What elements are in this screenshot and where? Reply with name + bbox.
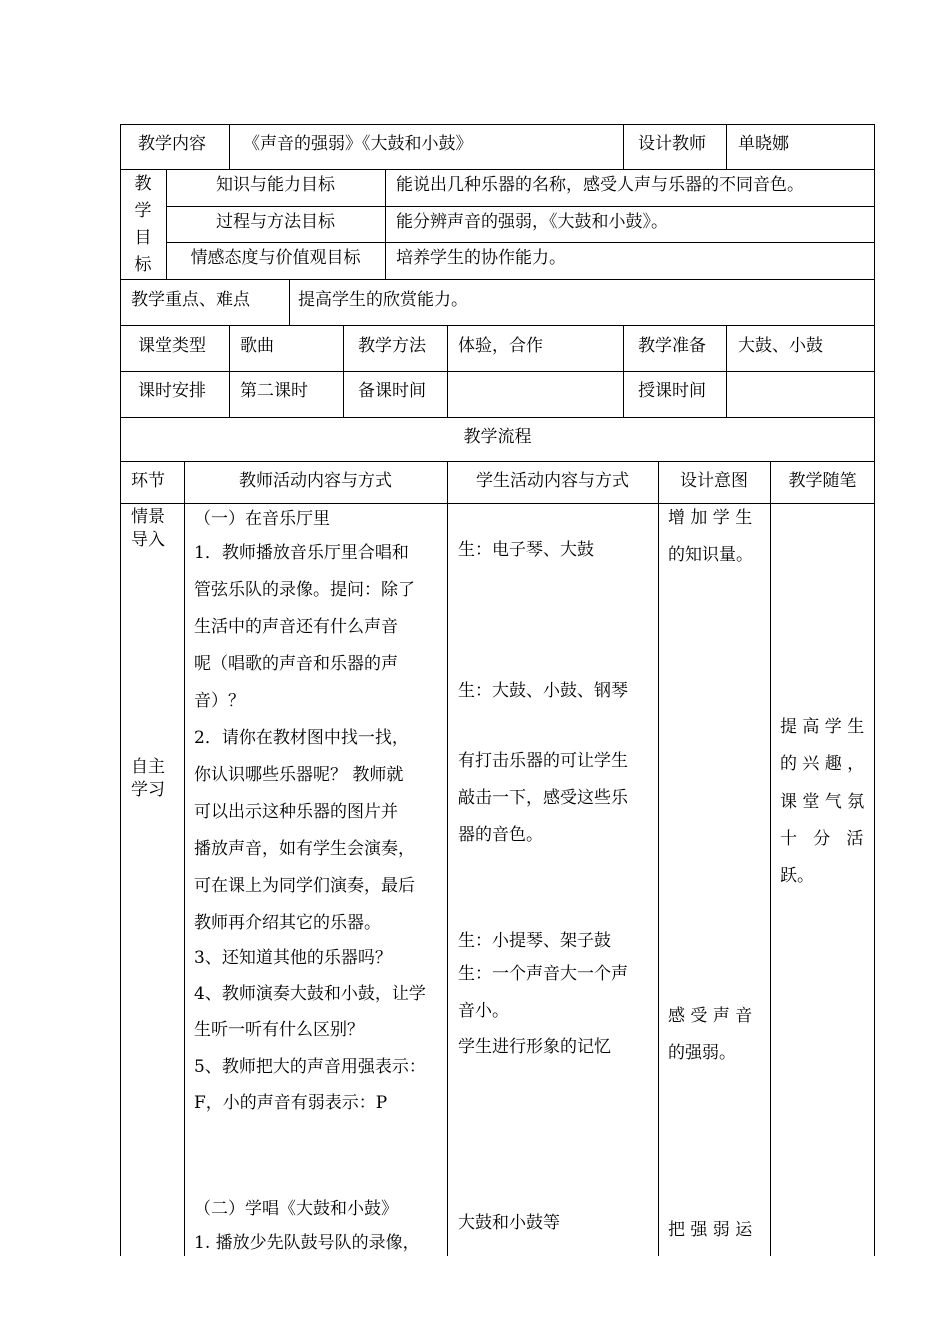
student-line: 敲击一下，感受这些乐 (458, 788, 628, 808)
col-notes-header: 教学随笔 (788, 471, 857, 491)
col-divider (726, 325, 727, 417)
process-label: 过程与方法目标 (216, 212, 335, 232)
prep-value: 大鼓、小鼓 (738, 336, 823, 356)
col-divider (343, 325, 344, 417)
teacher-line: 音）？ (194, 691, 245, 711)
knowledge-label: 知识与能力目标 (216, 175, 335, 195)
emotion-value: 培养学生的协作能力。 (396, 248, 566, 268)
col-divider (623, 124, 624, 169)
teacher-line: 1. 播放少先队鼓号队的录像， (194, 1233, 420, 1253)
border-right (874, 124, 875, 1256)
row-divider (120, 461, 875, 462)
col-divider (229, 325, 230, 417)
notes-line: 提 高 学 生 (780, 717, 865, 737)
col-divider (229, 124, 230, 169)
teacher-line: 2．请你在教材图中找一找， (194, 728, 409, 748)
col-divider (447, 325, 448, 417)
notes-line: 课 堂 气 氛 (780, 792, 865, 812)
schedule-label: 课时安排 (138, 381, 206, 401)
student-line: 有打击乐器的可让学生 (458, 751, 628, 771)
teacher-line: 可以出示这种乐器的图片并 (194, 802, 398, 822)
teacher-line: 管弦乐队的录像。提问：除了 (194, 580, 415, 600)
student-line: 音小。 (458, 1001, 509, 1021)
intent-line: 把 强 弱 运 (668, 1220, 753, 1240)
student-line: 生：小提琴、架子鼓 (458, 931, 611, 951)
stage-situation: 情景导入 (131, 507, 165, 550)
col-divider (658, 461, 659, 1256)
col-divider (623, 325, 624, 417)
intent-line: 感 受 声 音 (668, 1006, 753, 1026)
content-label: 教学内容 (138, 134, 206, 154)
col-teacher-header: 教师活动内容与方式 (239, 471, 392, 491)
intent-line: 的知识量。 (668, 545, 753, 565)
col-divider (726, 124, 727, 169)
teacher-line: 你认识哪些乐器呢？ 教师就 (194, 765, 404, 785)
col-divider (447, 461, 448, 1256)
stage-self-study: 自主学习 (131, 757, 165, 800)
method-label: 教学方法 (358, 336, 426, 356)
focus-value: 提高学生的欣赏能力。 (298, 290, 468, 310)
designer-value: 单晓娜 (738, 134, 789, 154)
teacher-line: 播放声音，如有学生会演奏， (194, 839, 415, 859)
notes-line: 的 兴 趣 ， (780, 754, 865, 774)
col-divider (289, 279, 290, 325)
student-line: 大鼓和小鼓等 (458, 1213, 560, 1233)
intent-line: 增 加 学 生 (668, 508, 753, 528)
student-line: 器的音色。 (458, 825, 543, 845)
knowledge-value: 能说出几种乐器的名称，感受人声与乐器的不同音色。 (396, 175, 804, 195)
teacher-line: 可在课上为同学们演奏，最后 (194, 876, 415, 896)
process-value: 能分辨声音的强弱，《大鼓和小鼓》。 (396, 212, 668, 232)
content-value: 《声音的强弱》《大鼓和小鼓》 (243, 134, 473, 154)
col-student-header: 学生活动内容与方式 (476, 471, 629, 491)
student-line: 生：大鼓、小鼓、钢琴 (458, 681, 628, 701)
border-left (120, 124, 121, 1256)
type-label: 课堂类型 (138, 336, 206, 356)
prep-time-label: 备课时间 (358, 381, 426, 401)
student-line: 生：一个声音大一个声 (458, 964, 628, 984)
type-value: 歌曲 (240, 336, 274, 356)
col-stage-header: 环节 (131, 471, 165, 491)
col-divider (184, 461, 185, 1256)
teach-time-label: 授课时间 (638, 381, 706, 401)
teacher-line: （二）学唱《大鼓和小鼓》 (194, 1199, 398, 1219)
teacher-line: 1．教师播放音乐厅里合唱和 (194, 543, 409, 563)
teacher-line: 生活中的声音还有什么声音 (194, 617, 398, 637)
teacher-line: 5、教师把大的声音用强表示： (194, 1057, 426, 1077)
teacher-line: F，小的声音有弱表示：P (194, 1093, 388, 1113)
intent-line: 的强弱。 (668, 1043, 736, 1063)
teacher-line: 教师再介绍其它的乐器。 (194, 913, 381, 933)
schedule-value: 第二课时 (240, 381, 308, 401)
focus-label: 教学重点、难点 (131, 290, 250, 310)
prep-label: 教学准备 (638, 336, 706, 356)
notes-line: 十 分 活 (780, 829, 864, 849)
student-line: 生：电子琴、大鼓 (458, 540, 594, 560)
row-divider (120, 417, 875, 418)
method-value: 体验，合作 (458, 336, 543, 356)
teacher-line: 生听一听有什么区别？ (194, 1020, 364, 1040)
row-divider (120, 503, 875, 504)
row-divider (120, 325, 875, 326)
border-top (120, 124, 875, 125)
col-divider (770, 461, 771, 1256)
row-divider (120, 279, 875, 280)
col-intent-header: 设计意图 (680, 471, 748, 491)
row-divider (120, 169, 875, 170)
designer-label: 设计教师 (638, 134, 706, 154)
goals-label: 教学目标 (134, 174, 152, 275)
row-divider (166, 242, 875, 243)
teacher-line: 呢（唱歌的声音和乐器的声 (194, 654, 398, 674)
row-divider (120, 371, 875, 372)
notes-line: 跃。 (780, 866, 814, 886)
student-line: 学生进行形象的记忆 (458, 1037, 611, 1057)
teacher-line: 3、还知道其他的乐器吗？ (194, 948, 392, 968)
col-divider (385, 169, 386, 279)
emotion-label: 情感态度与价值观目标 (190, 248, 361, 268)
row-divider (166, 206, 875, 207)
flow-title: 教学流程 (463, 427, 532, 447)
teacher-line: （一）在音乐厅里 (194, 509, 330, 529)
teacher-line: 4、教师演奏大鼓和小鼓，让学 (194, 984, 426, 1004)
